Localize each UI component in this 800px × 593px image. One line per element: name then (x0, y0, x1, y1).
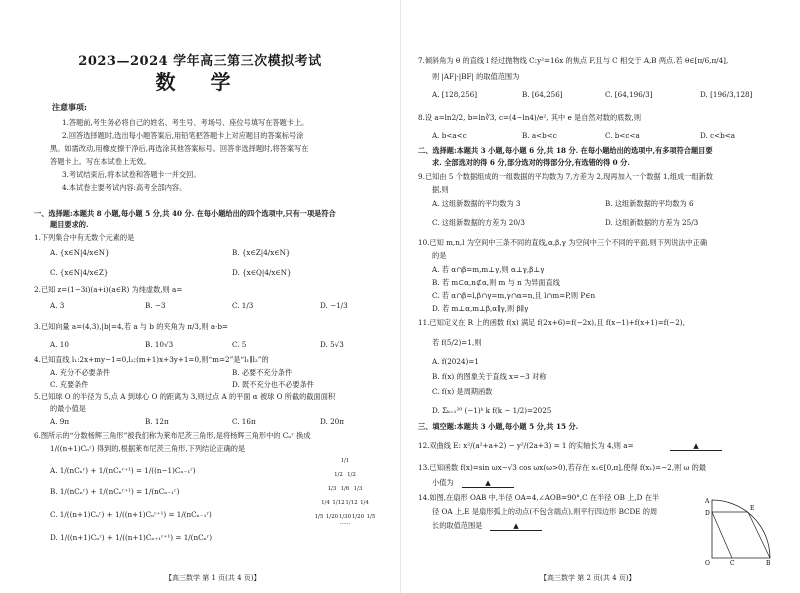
q5-stem-cont: 的最小值是 (50, 404, 86, 413)
section1-heading-cont: 题目要求的. (50, 220, 89, 229)
triangle-ellipsis: …… (339, 520, 351, 526)
q10-option-d: D. 若 m⊥α,m⊥β,α∥γ,则 β∥γ (432, 304, 529, 313)
q12-answer-blank: ▲ (670, 441, 722, 451)
q9-stem-cont: 据,则 (432, 185, 449, 194)
q10-option-c: C. 若 α∩β=l,β∩γ=m,γ∩α=n,且 l∩m=P,则 P∈n (432, 291, 596, 300)
q1-option-d: D. {x∈Q|4/x∈N} (232, 268, 292, 277)
triangle-cell: 1/4 (321, 500, 330, 506)
q14-stem-cont2: 长的取值范围是 (432, 521, 483, 530)
triangle-cell: 1/3 (353, 486, 363, 492)
triangle-cell: 1/4 (360, 500, 369, 506)
notice-item: 2.回答选择题时,选出每小题答案后,用铅笔把答题卡上对应题目的答案标号涂 (62, 131, 304, 140)
q13-answer-blank: ▲ (462, 478, 514, 488)
q11-stem: 11.已知定义在 R 上的函数 f(x) 满足 f(2x+6)=f(−2x),且 f(x−1)+f(x+1)=f(−2), (418, 318, 685, 327)
q3-option-d: D. 5√3 (320, 340, 344, 349)
q5-stem: 5.已知球 O 的半径为 5,点 A 到球心 O 的距离为 3,则过点 A 的平面 α 被球 O 所截的截面面积 (34, 392, 336, 401)
q13-stem: 13.已知函数 f(x)=sin ωx−√3 cos ωx(ω>0),若存在 x₁∈[0,π],使得 f(x₁)=−2,则 ω 的最 (418, 463, 707, 472)
notice-item: 答题卡上。写在本试卷上无效。 (50, 157, 151, 166)
label-b: B (766, 560, 771, 567)
q2-option-c: C. 1/3 (232, 301, 254, 310)
triangle-cell: 1/12 (332, 500, 345, 506)
q9-option-c: C. 这组新数据的方差为 20/3 (432, 218, 525, 227)
q9-option-d: D. 这组新数据的方差为 25/3 (605, 218, 699, 227)
notice-item: 4.本试卷主要考试内容:高考全部内容。 (62, 183, 187, 192)
triangle-cell: 1/2 (347, 472, 356, 478)
q1-option-a: A. {x∈N|4/x∈N} (50, 248, 110, 257)
q2-option-d: D. −1/3 (320, 301, 348, 310)
leibniz-triangle (305, 458, 385, 526)
q6-stem: 6.图所示的“分数杨辉三角形”被我们称为莱布尼茨三角形,是将杨辉三角形中的 Cₙʳ 换成 (34, 431, 311, 440)
q4-option-a: A. 充分不必要条件 (50, 368, 111, 377)
q1-stem: 1.下列集合中有无数个元素的是 (34, 233, 135, 242)
q4-option-d: D. 既不充分也不必要条件 (232, 380, 314, 389)
q9-option-a: A. 这组新数据的平均数为 3 (432, 199, 521, 208)
page-2 (400, 0, 800, 593)
sector-figure (702, 492, 772, 567)
q8-option-b: B. a<b<c (522, 131, 557, 140)
triangle-cell: 1/12 (345, 500, 358, 506)
q14-answer-blank: ▲ (490, 521, 542, 531)
q7-option-a: A. [128,256] (432, 90, 478, 99)
q5-option-a: A. 9π (50, 417, 70, 426)
q3-option-c: C. 5 (232, 340, 247, 349)
exam-title: 2023—2024 学年高三第三次模拟考试 (78, 54, 322, 69)
q10-option-a: A. 若 α∩β=m,m⊥γ,则 α⊥γ,β⊥γ (432, 265, 545, 274)
q3-option-a: A. 10 (50, 340, 69, 349)
label-a: A (705, 498, 710, 505)
section2-heading: 二、选择题:本题共 3 小题,每小题 6 分,共 18 分. 在每小题给出的选项中,有多项符合题目要 (418, 146, 713, 155)
triangle-cell: 1/3 (327, 486, 337, 492)
q2-option-a: A. 3 (50, 301, 65, 310)
q5-option-b: B. 12π (145, 417, 169, 426)
q11-option-d: D. Σₖ₌₁²⁰ (−1)ᵏ k f(k − 1/2)=2025 (432, 406, 552, 415)
q1-option-b: B. {x∈Z|4/x∈N} (232, 248, 291, 257)
q6-option-b: B. 1/(nCₙʳ) + 1/(nCₙʳ⁺¹) = 1/(nCₙ₋₁ʳ) (50, 487, 180, 496)
triangle-cell: 1/20 (351, 514, 365, 520)
q3-option-b: B. 10√3 (145, 340, 174, 349)
q6-option-c: C. 1/((n+1)Cₙʳ) + 1/((n+1)Cₙʳ⁺¹) = 1/(nCₙ₋₁ʳ) (50, 510, 212, 519)
q10-option-b: B. 若 m⊂α,n⊄α,则 m 与 n 为异面直线 (432, 278, 560, 287)
footer-page-1: 【高三数学 第 1 页(共 4 页)】 (165, 574, 261, 582)
q7-stem-cont: 则 |AF|·|BF| 的取值范围为 (432, 72, 520, 81)
segment-dc (712, 512, 732, 558)
label-d: D (705, 510, 710, 517)
q9-option-b: B. 这组新数据的平均数为 6 (605, 199, 694, 208)
q6-option-a: A. 1/(nCₙʳ) + 1/(nCₙʳ⁺¹) = 1/((n−1)Cₙ₋₁ʳ) (50, 466, 196, 475)
q3-stem: 3.已知向量 a=(4,3),|b|=4,若 a 与 b 的夹角为 π/3,则 a·b= (34, 322, 228, 331)
triangle-row (305, 458, 385, 464)
label-e: E (750, 505, 755, 512)
q5-option-c: C. 16π (232, 417, 256, 426)
q4-stem: 4.已知直线 l₁:2x+my−1=0,l₂:(m+1)x+3y+1=0,则“m=2”是“l₁∥l₂”的 (34, 355, 269, 364)
segment-eb (748, 512, 770, 558)
triangle-cell: 1/2 (334, 472, 343, 478)
section3-heading: 三、填空题:本题共 3 小题,每小题 5 分,共 15 分. (418, 422, 579, 431)
triangle-cell: 1/20 (325, 514, 339, 520)
section1-heading: 一、选择题:本题共 8 小题,每小题 5 分,共 40 分. 在每小题给出的四个选项中,只有一项是符合 (34, 209, 336, 218)
label-c: C (730, 560, 735, 567)
q4-option-b: B. 必要不充分条件 (232, 368, 293, 377)
label-o: O (705, 560, 710, 567)
q7-option-c: C. [64,196/3] (605, 90, 653, 99)
q4-option-c: C. 充要条件 (50, 380, 89, 389)
q14-stem-cont: 径 OA 上,E 是扇形弧上的动点(不包含端点),则平行四边形 BCDE 的周 (432, 507, 658, 516)
q7-option-d: D. [196/3,128] (700, 90, 753, 99)
q7-option-b: B. [64,256] (522, 90, 563, 99)
q9-stem: 9.已知由 5 个数据组成的一组数据的平均数为 7,方差为 2,现再加入一个数据 1,组成一组新数 (418, 172, 713, 181)
q8-option-a: A. b<a<c (432, 131, 467, 140)
notice-heading: 注意事项: (52, 102, 87, 112)
triangle-cell: 1/5 (314, 514, 324, 520)
triangle-cell: 1/6 (340, 486, 350, 492)
q10-stem: 10.已知 m,n,l 为空间中三条不同的直线,α,β,γ 为空间中三个不同的平面,则下列说法中正确 (418, 238, 708, 247)
q5-option-d: D. 20π (320, 417, 344, 426)
q10-stem-cont: 的是 (432, 251, 447, 260)
triangle-cell: 1/5 (366, 514, 376, 520)
q11-stem-cont: 若 f(5/2)=1,则 (432, 338, 482, 347)
q8-option-d: D. c<b<a (700, 131, 736, 140)
q8-stem: 8.设 a=ln2/2, b=ln∛3, c=(4−ln4)/e², 其中 e 是自然对数的底数,则 (418, 113, 642, 122)
q2-option-b: B. −3 (145, 301, 166, 310)
triangle-row (305, 472, 385, 478)
q11-option-c: C. f(x) 是周期函数 (432, 387, 493, 396)
q6-stem-cont: 1/((n+1)Cₙʳ) 得到的,根据莱布尼茨三角形,下列结论正确的是 (50, 444, 246, 453)
notice-item: 黑。如需改动,用橡皮擦干净后,再选涂其他答案标号。回答非选择题时,将答案写在 (50, 144, 309, 153)
footer-page-2: 【高三数学 第 2 页(共 4 页)】 (540, 574, 636, 582)
triangle-row (305, 500, 385, 506)
q13-stem-cont: 小值为 (432, 478, 454, 487)
q14-stem: 14.如图,在扇形 OAB 中,半径 OA=4,∠AOB=90°,C 在半径 OB 上,D 在半 (418, 493, 660, 502)
q6-option-d: D. 1/((n+1)Cₙʳ) + 1/((n+1)Cₙ₊₁ʳ⁺¹) = 1/(nCₙʳ) (50, 533, 213, 542)
section2-heading-cont: 求. 全部选对的得 6 分,部分选对的得部分分,有选错的得 0 分. (432, 158, 630, 167)
triangle-cell: 1/1 (340, 458, 350, 464)
q2-stem: 2.已知 z=(1−3i)(a+i)(a∈R) 为纯虚数,则 a= (34, 285, 183, 294)
q1-option-c: C. {x∈N|4/x∈Z} (50, 268, 109, 277)
subject-title: 数 学 (155, 70, 245, 94)
notice-item: 3.考试结束后,将本试卷和答题卡一并交回。 (62, 170, 201, 179)
q7-stem: 7.倾斜角为 θ 的直线 l 经过抛物线 C:y²=16x 的焦点 F,且与 C 相交于 A,B 两点.若 θ∈[π/6,π/4], (418, 56, 729, 65)
q8-option-c: C. b<c<a (605, 131, 640, 140)
triangle-cell: 1/30 (338, 514, 352, 520)
q12-stem: 12.双曲线 E: x²/(a²+a+2) − y²/(2a+3) = 1 的实轴长为 4,则 a= (418, 441, 634, 450)
notice-item: 1.答题前,考生务必将自己的姓名、考生号、考场号、座位号填写在答题卡上。 (62, 118, 309, 127)
triangle-row (305, 486, 385, 492)
q11-option-a: A. f(2024)=1 (432, 357, 479, 366)
sector-outline (712, 500, 770, 558)
q11-option-b: B. f(x) 的图象关于直线 x=−3 对称 (432, 372, 547, 381)
